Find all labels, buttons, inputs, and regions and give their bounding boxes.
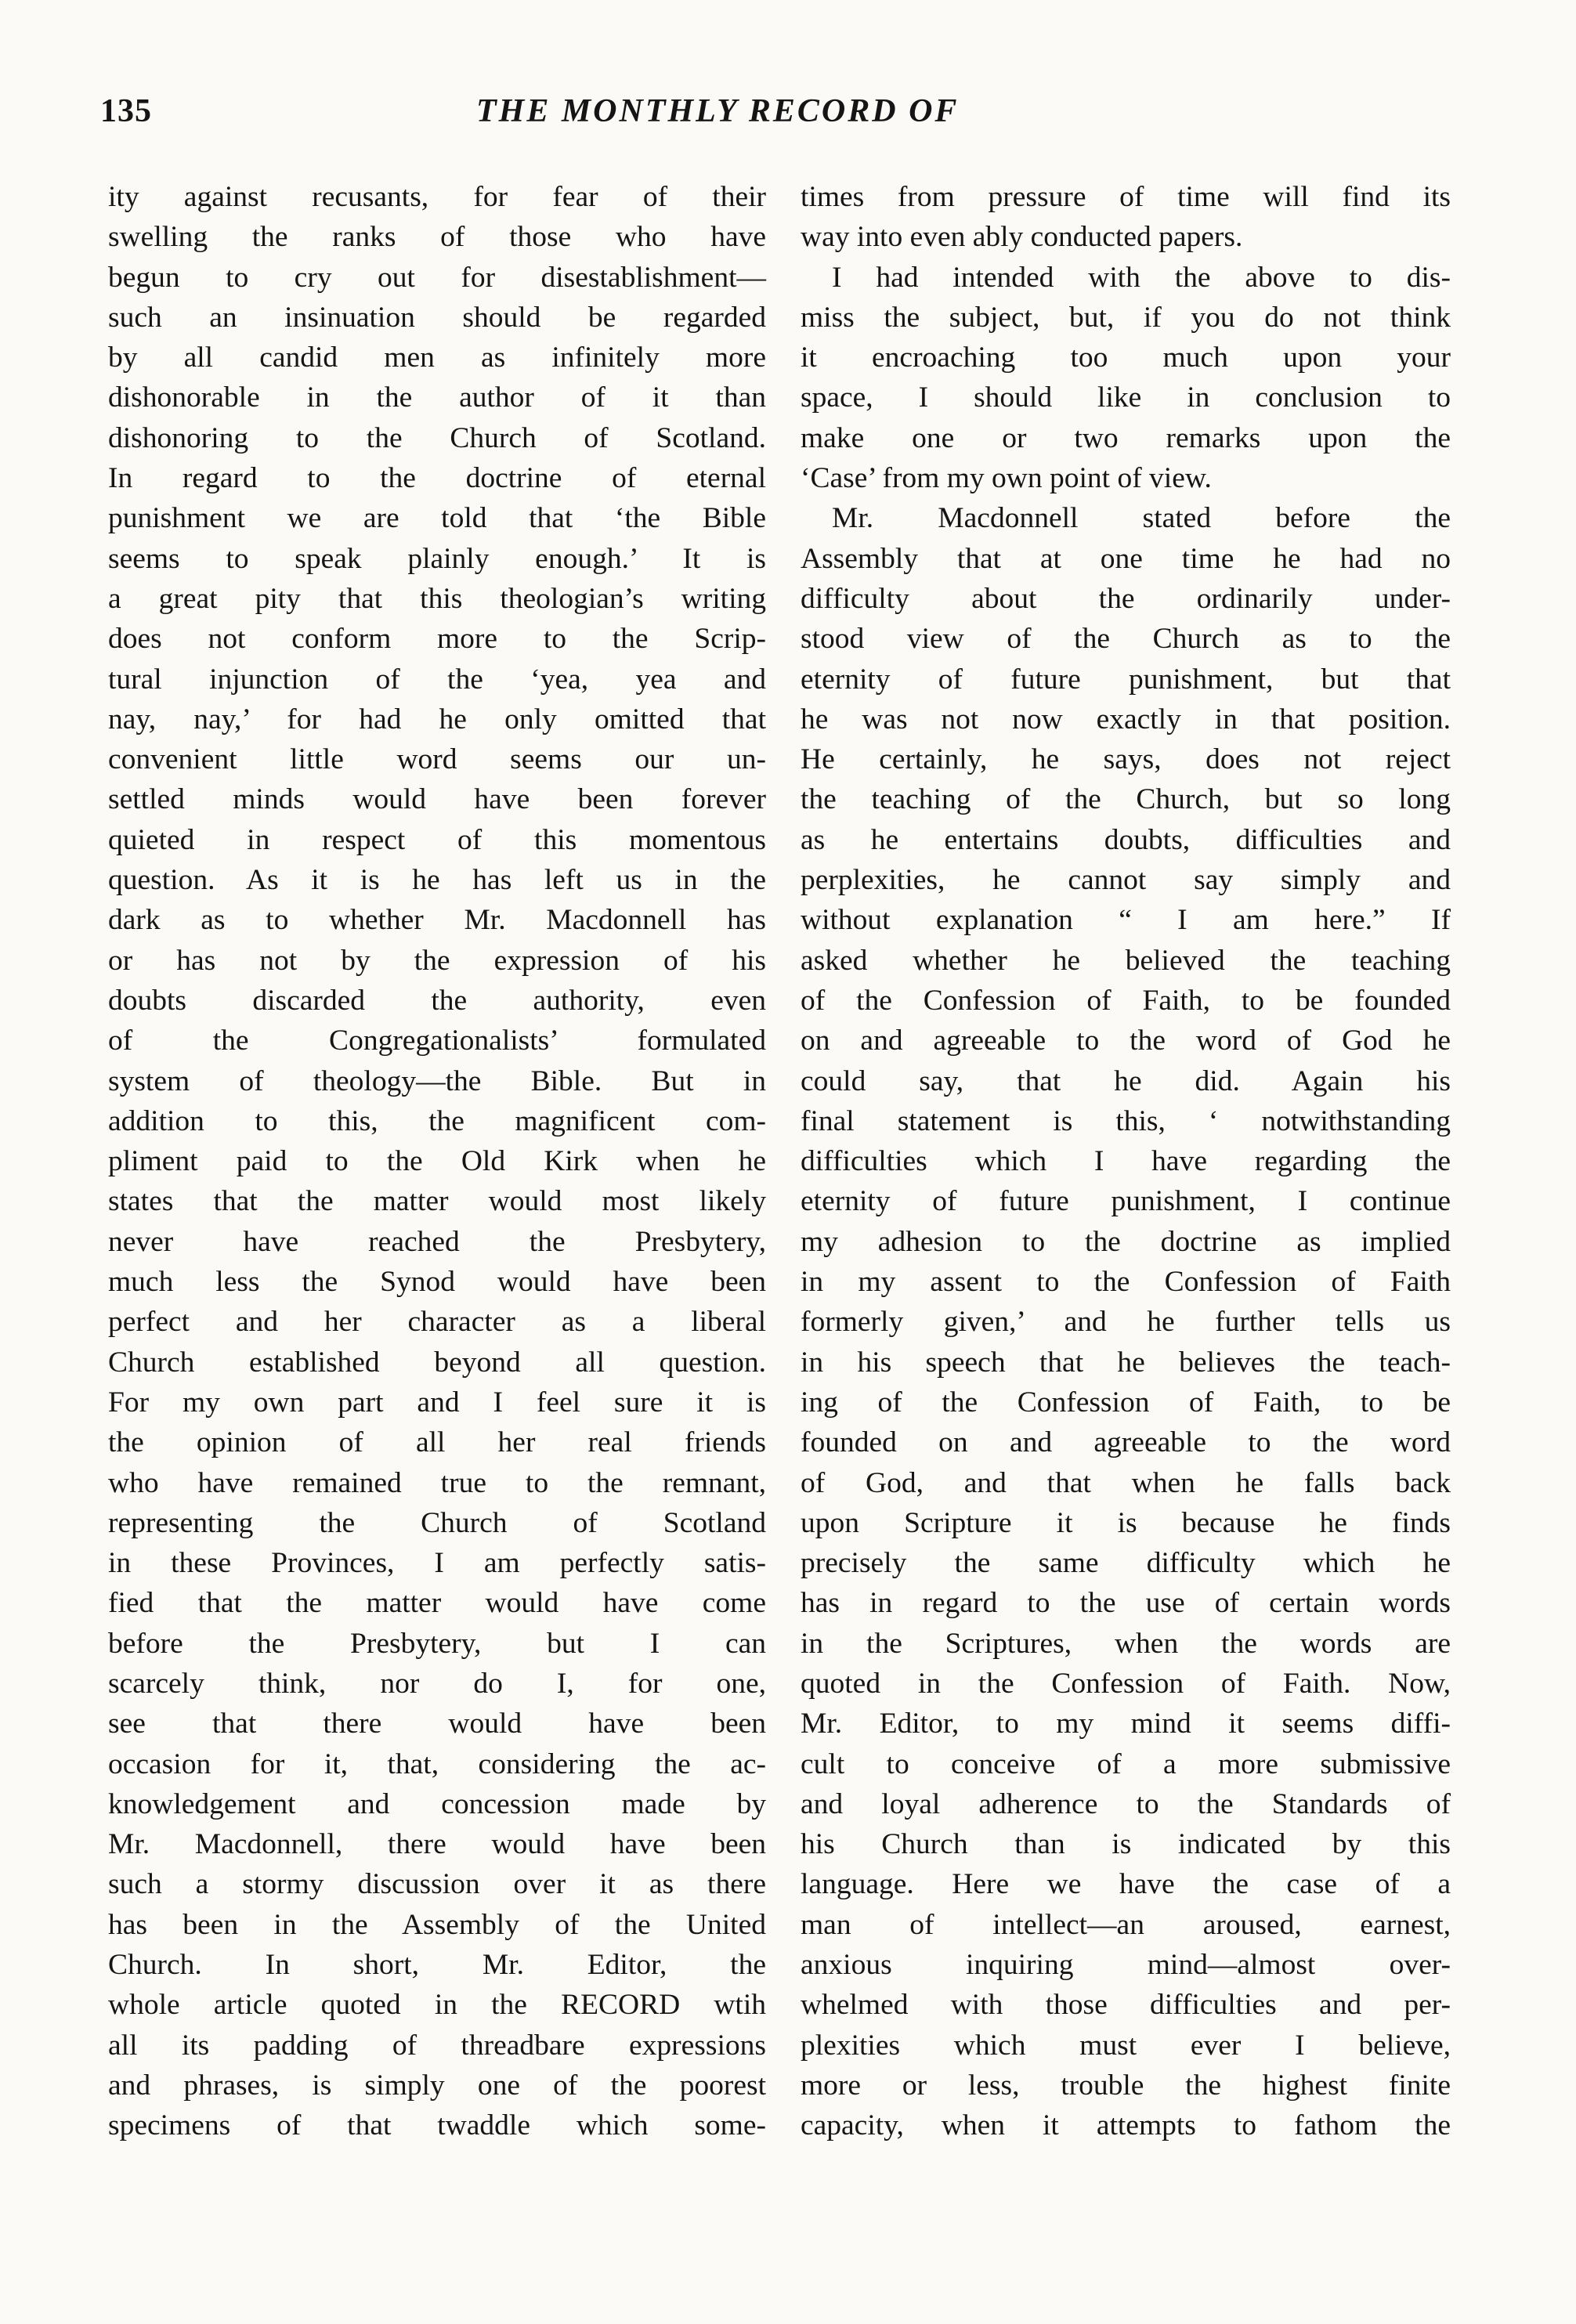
text-line: final statement is this, ‘ notwithstanding [801, 1104, 1451, 1137]
text-line: eternity of future punishment, I continue [801, 1185, 1451, 1218]
text-line: quieted in respect of this momentous [108, 823, 766, 856]
text-line: dark as to whether Mr. Macdonnell has [108, 904, 766, 937]
text-line: language. Here we have the case of a [801, 1868, 1451, 1901]
text-line: Mr. Macdonnell, there would have been [108, 1828, 766, 1861]
text-line: anxious inquiring mind—almost over- [801, 1949, 1451, 1982]
text-line: who have remained true to the remnant, [108, 1466, 766, 1499]
text-line: asked whether he believed the teaching [801, 944, 1451, 977]
text-line: For my own part and I feel sure it is [108, 1386, 766, 1419]
text-line: In regard to the doctrine of eternal [108, 462, 766, 495]
text-line: times from pressure of time will find its [801, 181, 1451, 213]
text-line: settled minds would have been forever [108, 783, 766, 816]
text-line: Church established beyond all question. [108, 1346, 766, 1379]
text-line: specimens of that twaddle which some- [108, 2109, 766, 2142]
text-line: see that there would have been [108, 1708, 766, 1740]
text-line: space, I should like in conclusion to [801, 381, 1451, 414]
page-number: 135 [100, 93, 152, 129]
text-line: all its padding of threadbare expressions [108, 2029, 766, 2062]
text-line: way into even ably conducted papers. [801, 221, 1243, 254]
text-line: more or less, trouble the highest finite [801, 2069, 1451, 2102]
text-line: Church. In short, Mr. Editor, the [108, 1949, 766, 1982]
page-header [100, 92, 1436, 139]
text-line: formerly given,’ and he further tells us [801, 1306, 1451, 1339]
text-line: scarcely think, nor do I, for one, [108, 1667, 766, 1700]
text-line: a great pity that this theologian’s writing [108, 582, 766, 615]
text-line: perplexities, he cannot say simply and [801, 864, 1451, 897]
text-line: doubts discarded the authority, even [108, 984, 766, 1017]
text-line: stood view of the Church as to the [801, 623, 1451, 656]
text-line: He certainly, he says, does not reject [801, 743, 1451, 776]
text-line: he was not now exactly in that position. [801, 703, 1451, 736]
text-line: in these Provinces, I am perfectly satis- [108, 1547, 766, 1580]
text-line: such an insinuation should be regarded [108, 301, 766, 334]
text-line: upon Scripture it is because he finds [801, 1506, 1451, 1539]
text-line: convenient little word seems our un- [108, 743, 766, 776]
text-line: never have reached the Presbytery, [108, 1225, 766, 1258]
text-line: of God, and that when he falls back [801, 1466, 1451, 1499]
text-line: whole article quoted in the RECORD wtih [108, 1989, 766, 2022]
text-line: founded on and agreeable to the word [801, 1426, 1451, 1459]
text-line: seems to speak plainly enough.’ It is [108, 542, 766, 575]
text-line: states that the matter would most likely [108, 1185, 766, 1218]
text-line: on and agreeable to the word of God he [801, 1025, 1451, 1057]
text-line: in the Scriptures, when the words are [801, 1627, 1451, 1660]
running-title: THE MONTHLY RECORD OF [476, 93, 960, 129]
text-line: difficulty about the ordinarily under- [801, 582, 1451, 615]
text-line: I had intended with the above to dis- [832, 261, 1451, 294]
text-line: system of theology—the Bible. But in [108, 1064, 766, 1097]
left-text-column [108, 177, 766, 2146]
text-line: as he entertains doubts, difficulties and [801, 823, 1451, 856]
text-line: perfect and her character as a liberal [108, 1306, 766, 1339]
text-line: dishonorable in the author of it than [108, 381, 766, 414]
text-line: without explanation “ I am here.” If [801, 904, 1451, 937]
text-line: the opinion of all her real friends [108, 1426, 766, 1459]
right-text-column [801, 177, 1451, 2146]
text-line: before the Presbytery, but I can [108, 1627, 766, 1660]
text-line: dishonoring to the Church of Scotland. [108, 421, 766, 454]
text-line: in my assent to the Confession of Faith [801, 1266, 1451, 1299]
text-line: tural injunction of the ‘yea, yea and [108, 663, 766, 696]
text-line: quoted in the Confession of Faith. Now, [801, 1667, 1451, 1700]
text-line: or has not by the expression of his [108, 944, 766, 977]
text-line: capacity, when it attempts to fathom the [801, 2109, 1451, 2142]
text-line: punishment we are told that ‘the Bible [108, 502, 766, 535]
text-line: of the Confession of Faith, to be founded [801, 984, 1451, 1017]
text-line: does not conform more to the Scrip- [108, 623, 766, 656]
text-line: representing the Church of Scotland [108, 1506, 766, 1539]
text-line: miss the subject, but, if you do not think [801, 301, 1451, 334]
text-line: eternity of future punishment, but that [801, 663, 1451, 696]
text-line: and phrases, is simply one of the poorest [108, 2069, 766, 2102]
text-line: difficulties which I have regarding the [801, 1145, 1451, 1178]
text-line: knowledgement and concession made by [108, 1787, 766, 1820]
text-line: such a stormy discussion over it as there [108, 1868, 766, 1901]
text-line: occasion for it, that, considering the ac- [108, 1748, 766, 1780]
text-line: make one or two remarks upon the [801, 421, 1451, 454]
text-line: could say, that he did. Again his [801, 1064, 1451, 1097]
text-line: question. As it is he has left us in the [108, 864, 766, 897]
text-line: has been in the Assembly of the United [108, 1908, 766, 1941]
text-line: swelling the ranks of those who have [108, 221, 766, 254]
text-line: nay, nay,’ for had he only omitted that [108, 703, 766, 736]
text-line: whelmed with those difficulties and per- [801, 1989, 1451, 2022]
text-line: plexities which must ever I believe, [801, 2029, 1451, 2062]
text-line: much less the Synod would have been [108, 1266, 766, 1299]
text-line: ing of the Confession of Faith, to be [801, 1386, 1451, 1419]
text-line: it encroaching too much upon your [801, 342, 1451, 374]
text-line: fied that the matter would have come [108, 1587, 766, 1620]
text-line: in his speech that he believes the teach- [801, 1346, 1451, 1379]
text-line: my adhesion to the doctrine as implied [801, 1225, 1451, 1258]
text-line: cult to conceive of a more submissive [801, 1748, 1451, 1780]
text-line: by all candid men as infinitely more [108, 342, 766, 374]
text-line: begun to cry out for disestablishment— [108, 261, 766, 294]
text-line: Mr. Editor, to my mind it seems diffi- [801, 1708, 1451, 1740]
text-line: addition to this, the magnificent com- [108, 1104, 766, 1137]
text-line: precisely the same difficulty which he [801, 1547, 1451, 1580]
text-line: ‘Case’ from my own point of view. [801, 462, 1212, 495]
text-line: and loyal adherence to the Standards of [801, 1787, 1451, 1820]
text-line: the teaching of the Church, but so long [801, 783, 1451, 816]
text-line: pliment paid to the Old Kirk when he [108, 1145, 766, 1178]
text-line: ity against recusants, for fear of their [108, 181, 766, 213]
text-line: has in regard to the use of certain words [801, 1587, 1451, 1620]
text-line: his Church than is indicated by this [801, 1828, 1451, 1861]
text-line: man of intellect—an aroused, earnest, [801, 1908, 1451, 1941]
text-line: Mr. Macdonnell stated before the [832, 502, 1451, 535]
text-line: of the Congregationalists’ formulated [108, 1025, 766, 1057]
text-line: Assembly that at one time he had no [801, 542, 1451, 575]
